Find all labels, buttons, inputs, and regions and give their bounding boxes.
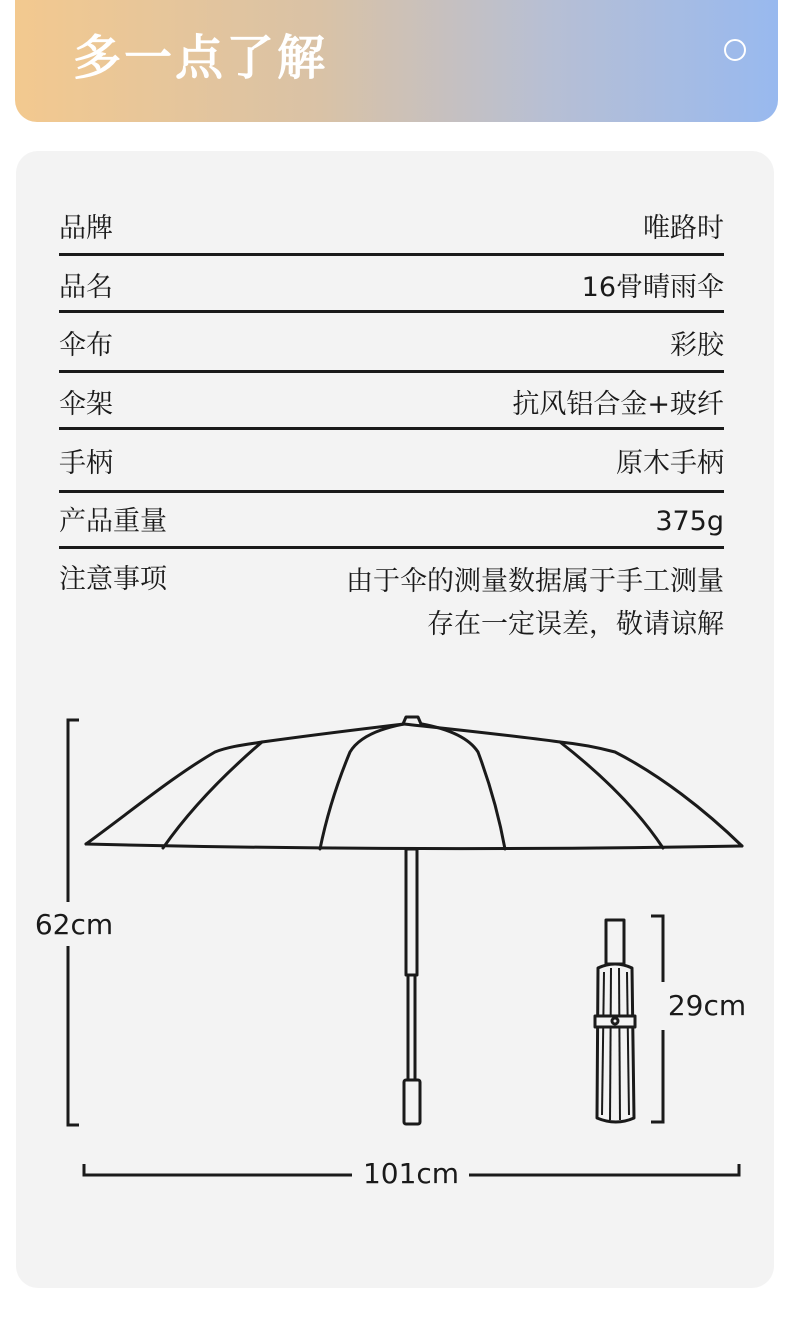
spec-label: 品牌 [59, 213, 113, 244]
spec-label: 手柄 [59, 448, 113, 479]
spec-label: 伞布 [59, 330, 113, 361]
open-umbrella-illustration [86, 717, 742, 1124]
spec-value: 唯路时 [643, 213, 724, 244]
note-line-1: 由于伞的测量数据属于手工测量 [346, 566, 724, 597]
note-label: 注意事项 [59, 564, 167, 595]
folded-length-dimension-bracket [651, 916, 663, 1122]
spec-value: 375g [655, 506, 724, 537]
page-title: 多一点了解 [73, 30, 329, 86]
spec-label: 品名 [59, 272, 113, 303]
note-line-2: 存在一定误差，敬请谅解 [427, 609, 724, 640]
folded-umbrella-illustration [595, 920, 635, 1122]
folded-length-label: 29cm [667, 989, 747, 1022]
spec-value: 彩胶 [670, 330, 724, 361]
spec-label: 产品重量 [59, 506, 167, 537]
spec-value: 原木手柄 [616, 448, 724, 479]
spec-value: 抗风铝合金+玻纤 [512, 389, 724, 420]
open-height-label: 62cm [34, 908, 114, 941]
spec-value: 16骨晴雨伞 [581, 272, 724, 303]
open-width-label: 101cm [362, 1157, 460, 1190]
spec-label: 伞架 [59, 389, 113, 420]
